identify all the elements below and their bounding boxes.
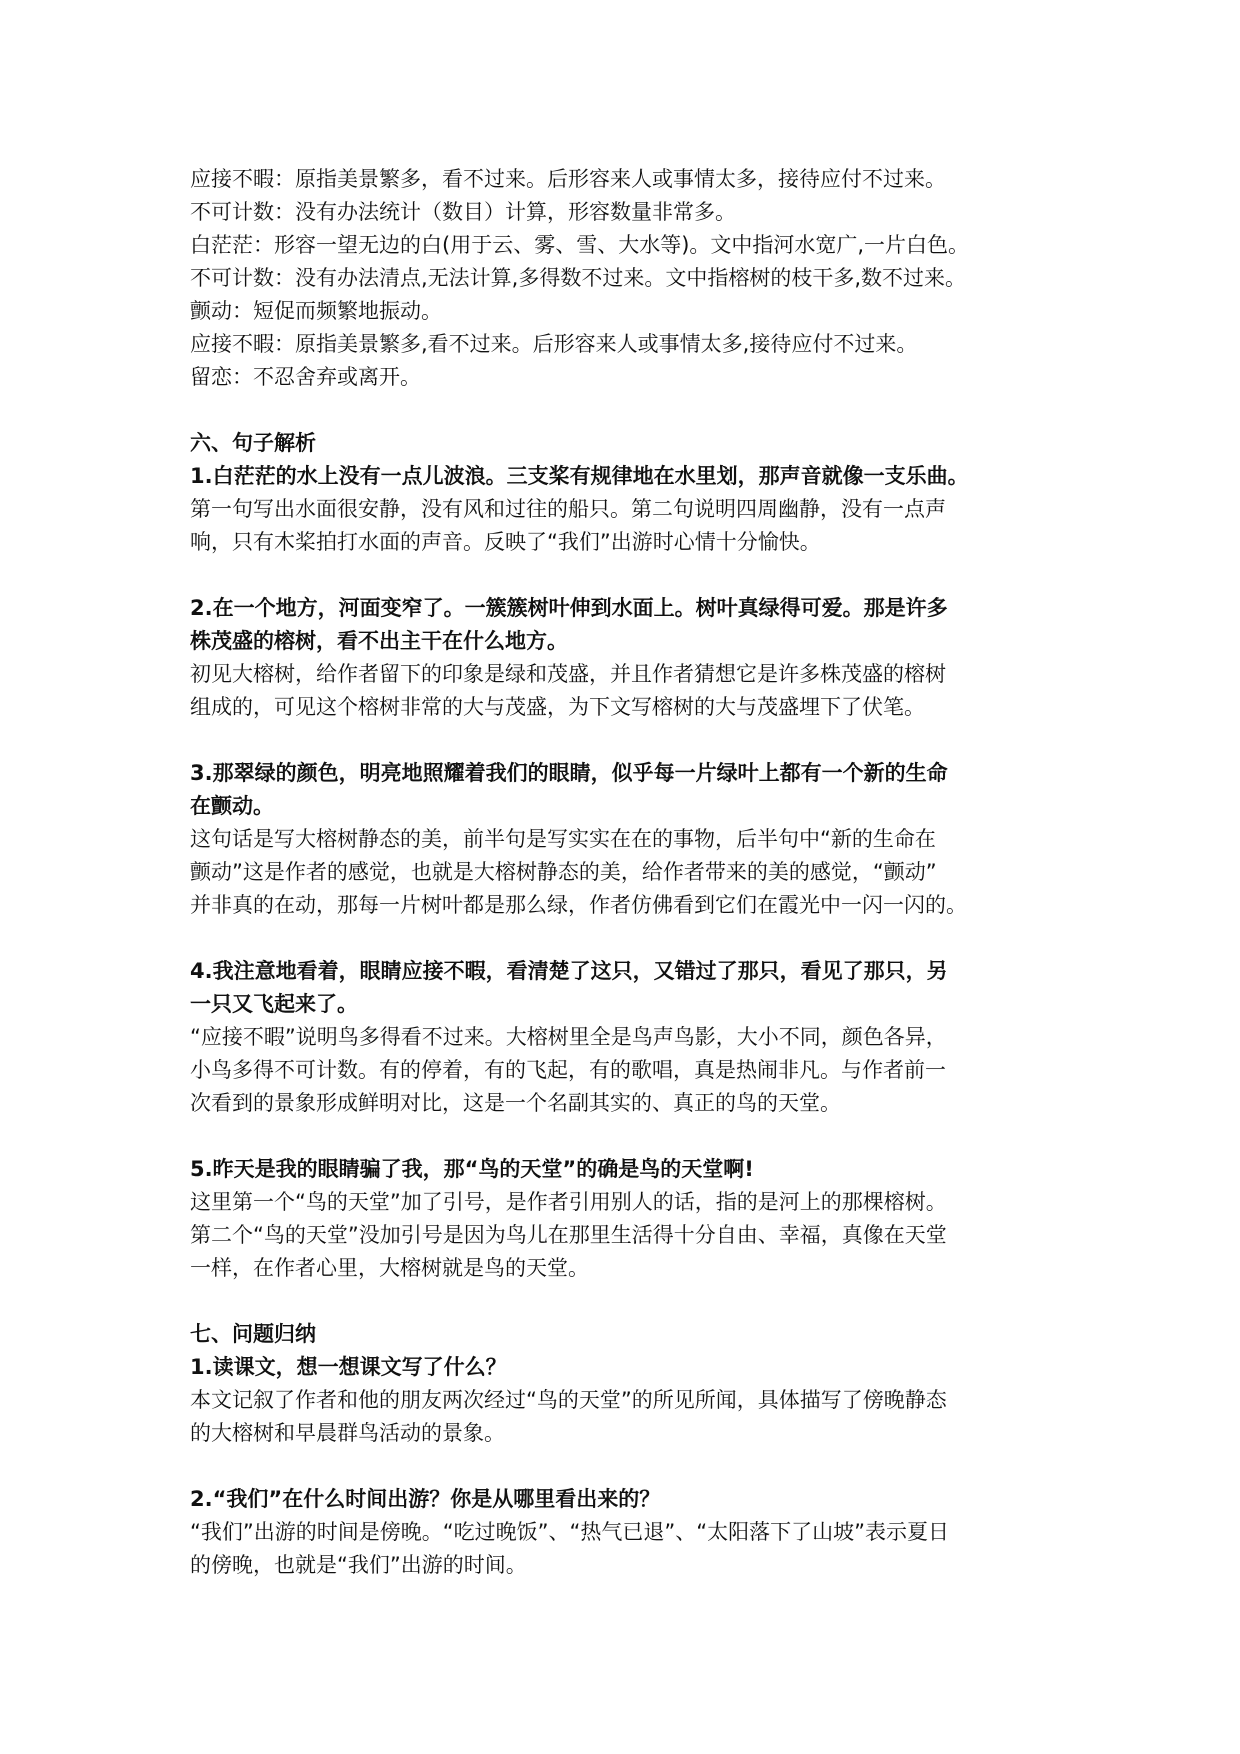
explanation-line: 第一句写出水面很安静，没有风和过往的船只。第二句说明四周幽静，没有一点声	[190, 497, 946, 521]
section-sentence-analysis	[190, 427, 1060, 1285]
explanation-line: 第二个“鸟的天堂”没加引号是因为鸟儿在那里生活得十分自由、幸福，真像在天堂	[190, 1223, 947, 1247]
analysis-item	[190, 1153, 1060, 1285]
answer-line: 本文记叙了作者和他的朋友两次经过“鸟的天堂”的所见所闻，具体描写了傍晚静态	[190, 1388, 947, 1412]
sentence-line: 5.昨天是我的眼睛骗了我，那“鸟的天堂”的确是鸟的天堂啊!	[190, 1157, 754, 1181]
analysis-item	[190, 460, 1060, 559]
spacer	[190, 1285, 1060, 1318]
section-heading: 六、句子解析	[190, 431, 316, 455]
spacer	[190, 1450, 1060, 1483]
analysis-item	[190, 955, 1060, 1120]
spacer	[190, 1120, 1060, 1153]
explanation-line: 这句话是写大榕树静态的美，前半句是写实实在在的事物，后半句中“新的生命在	[190, 827, 936, 851]
vocab-line: 应接不暇：原指美景繁多,看不过来。后形容来人或事情太多,接待应付不过来。	[190, 332, 918, 356]
explanation-line: “应接不暇”说明鸟多得看不过来。大榕树里全是鸟声鸟影，大小不同，颜色各异，	[190, 1025, 947, 1049]
vocab-line: 应接不暇：原指美景繁多，看不过来。后形容来人或事情太多，接待应付不过来。	[190, 167, 946, 191]
sentence-line: 1.白茫茫的水上没有一点儿波浪。三支桨有规律地在水里划，那声音就像一支乐曲。	[190, 464, 969, 488]
sentence-line: 一只又飞起来了。	[190, 992, 358, 1016]
vocab-line: 不可计数：没有办法清点,无法计算,多得数不过来。文中指榕树的枝干多,数不过来。	[190, 266, 967, 290]
question-line: 2.“我们”在什么时间出游？你是从哪里看出来的？	[190, 1487, 661, 1511]
vocab-line: 留恋：不忍舍弃或离开。	[190, 365, 421, 389]
sentence-line: 在颤动。	[190, 794, 274, 818]
explanation-line: 次看到的景象形成鲜明对比，这是一个名副其实的、真正的鸟的天堂。	[190, 1091, 841, 1115]
explanation-line: 颤动”这是作者的感觉，也就是大榕树静态的美，给作者带来的美的感觉，“颤动”	[190, 860, 937, 884]
vocab-line: 不可计数：没有办法统计（数目）计算，形容数量非常多。	[190, 200, 736, 224]
explanation-line: 初见大榕树，给作者留下的印象是绿和茂盛，并且作者猜想它是许多株茂盛的榕树	[190, 662, 946, 686]
sentence-line: 4.我注意地看着，眼睛应接不暇，看清楚了这只，又错过了那只，看见了那只，另	[190, 959, 948, 983]
explanation-line: 响，只有木桨拍打水面的声音。反映了“我们”出游时心情十分愉快。	[190, 530, 821, 554]
answer-line: “我们”出游的时间是傍晚。“吃过晚饭”、“热气已退”、“太阳落下了山坡”表示夏日	[190, 1520, 950, 1544]
analysis-item	[190, 592, 1060, 724]
answer-line: 的大榕树和早晨群鸟活动的景象。	[190, 1421, 505, 1445]
section-question-summary	[190, 1318, 1060, 1582]
vocab-line: 白茫茫：形容一望无边的白(用于云、雾、雪、大水等)。文中指河水宽广,一片白色。	[190, 233, 970, 257]
question-item	[190, 1351, 1060, 1450]
answer-line: 的傍晚，也就是“我们”出游的时间。	[190, 1553, 527, 1577]
spacer	[190, 922, 1060, 955]
explanation-line: 组成的，可见这个榕树非常的大与茂盛，为下文写榕树的大与茂盛埋下了伏笔。	[190, 695, 925, 719]
document-page	[190, 163, 1060, 1582]
explanation-line: 并非真的在动，那每一片树叶都是那么绿，作者仿佛看到它们在霞光中一闪一闪的。	[190, 893, 967, 917]
sentence-line: 株茂盛的榕树，看不出主干在什么地方。	[190, 629, 568, 653]
explanation-line: 这里第一个“鸟的天堂”加了引号，是作者引用别人的话，指的是河上的那棵榕树。	[190, 1190, 947, 1214]
spacer	[190, 394, 1060, 427]
spacer	[190, 559, 1060, 592]
vocab-list	[190, 163, 1060, 394]
explanation-line: 一样，在作者心里，大榕树就是鸟的天堂。	[190, 1256, 589, 1280]
explanation-line: 小鸟多得不可计数。有的停着，有的飞起，有的歌唱，真是热闹非凡。与作者前一	[190, 1058, 946, 1082]
vocab-line: 颤动：短促而频繁地振动。	[190, 299, 442, 323]
sentence-line: 2.在一个地方，河面变窄了。一簇簇树叶伸到水面上。树叶真绿得可爱。那是许多	[190, 596, 948, 620]
section-heading: 七、问题归纳	[190, 1322, 316, 1346]
question-item	[190, 1483, 1060, 1582]
sentence-line: 3.那翠绿的颜色，明亮地照耀着我们的眼睛，似乎每一片绿叶上都有一个新的生命	[190, 761, 948, 785]
question-line: 1.读课文，想一想课文写了什么？	[190, 1355, 507, 1379]
analysis-item	[190, 757, 1060, 922]
spacer	[190, 724, 1060, 757]
